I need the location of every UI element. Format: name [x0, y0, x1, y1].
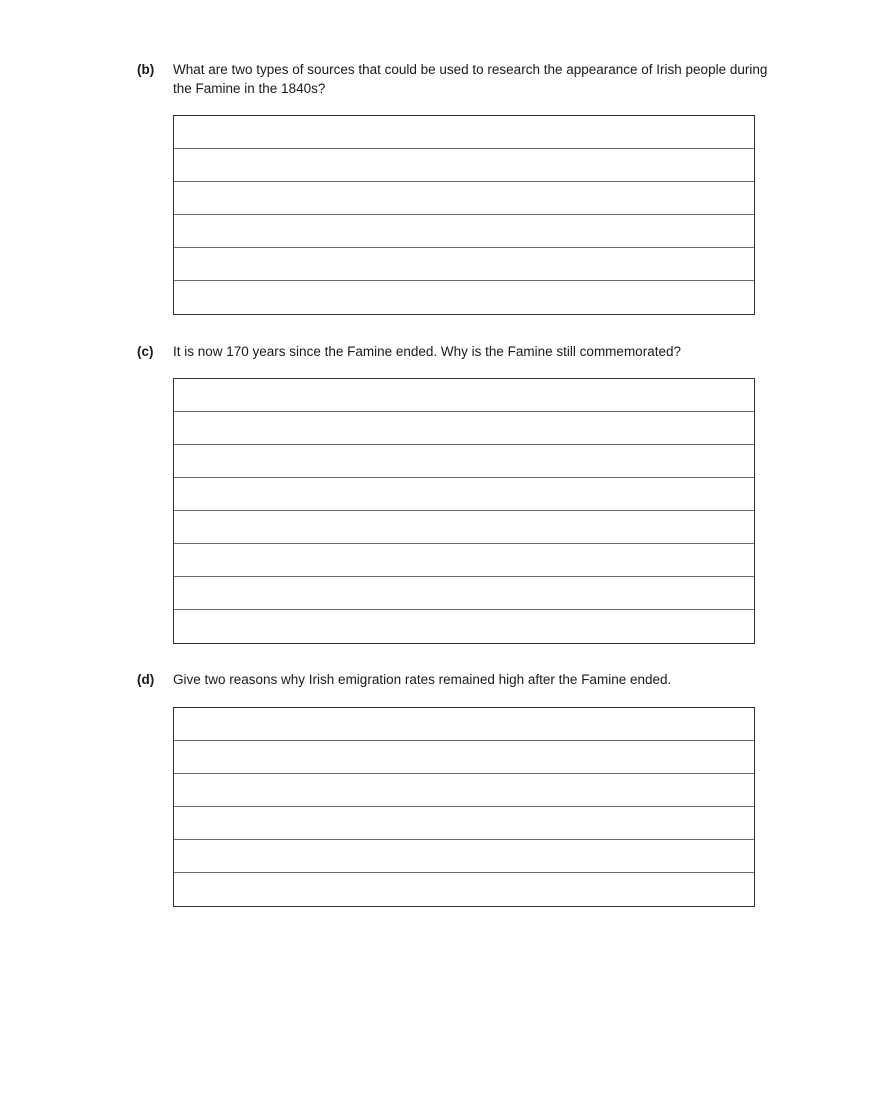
question-c	[137, 342, 777, 361]
question-d	[137, 670, 777, 689]
question-text: What are two types of sources that could be used to research the appearance of Irish people during the Famine in the 1840s?	[173, 62, 768, 96]
answer-line[interactable]	[174, 873, 754, 906]
answer-line[interactable]	[174, 741, 754, 774]
answer-line[interactable]	[174, 544, 754, 577]
question-b	[137, 60, 777, 98]
answer-line[interactable]	[174, 478, 754, 511]
answer-line[interactable]	[174, 248, 754, 281]
question-label: (c)	[137, 344, 154, 359]
answer-line[interactable]	[174, 708, 754, 741]
answer-line[interactable]	[174, 182, 754, 215]
answer-line[interactable]	[174, 149, 754, 182]
answer-box-c[interactable]	[173, 378, 755, 644]
answer-box-d[interactable]	[173, 707, 755, 907]
answer-line[interactable]	[174, 379, 754, 412]
answer-line[interactable]	[174, 610, 754, 643]
question-text: It is now 170 years since the Famine ended. Why is the Famine still commemorated?	[173, 344, 681, 359]
answer-line[interactable]	[174, 412, 754, 445]
answer-line[interactable]	[174, 577, 754, 610]
answer-line[interactable]	[174, 281, 754, 314]
question-label: (b)	[137, 62, 155, 77]
answer-line[interactable]	[174, 774, 754, 807]
answer-line[interactable]	[174, 445, 754, 478]
answer-line[interactable]	[174, 807, 754, 840]
answer-line[interactable]	[174, 215, 754, 248]
question-text: Give two reasons why Irish emigration rates remained high after the Famine ended.	[173, 672, 672, 687]
answer-line[interactable]	[174, 840, 754, 873]
answer-line[interactable]	[174, 511, 754, 544]
answer-line[interactable]	[174, 116, 754, 149]
answer-box-b[interactable]	[173, 115, 755, 315]
question-label: (d)	[137, 672, 155, 687]
